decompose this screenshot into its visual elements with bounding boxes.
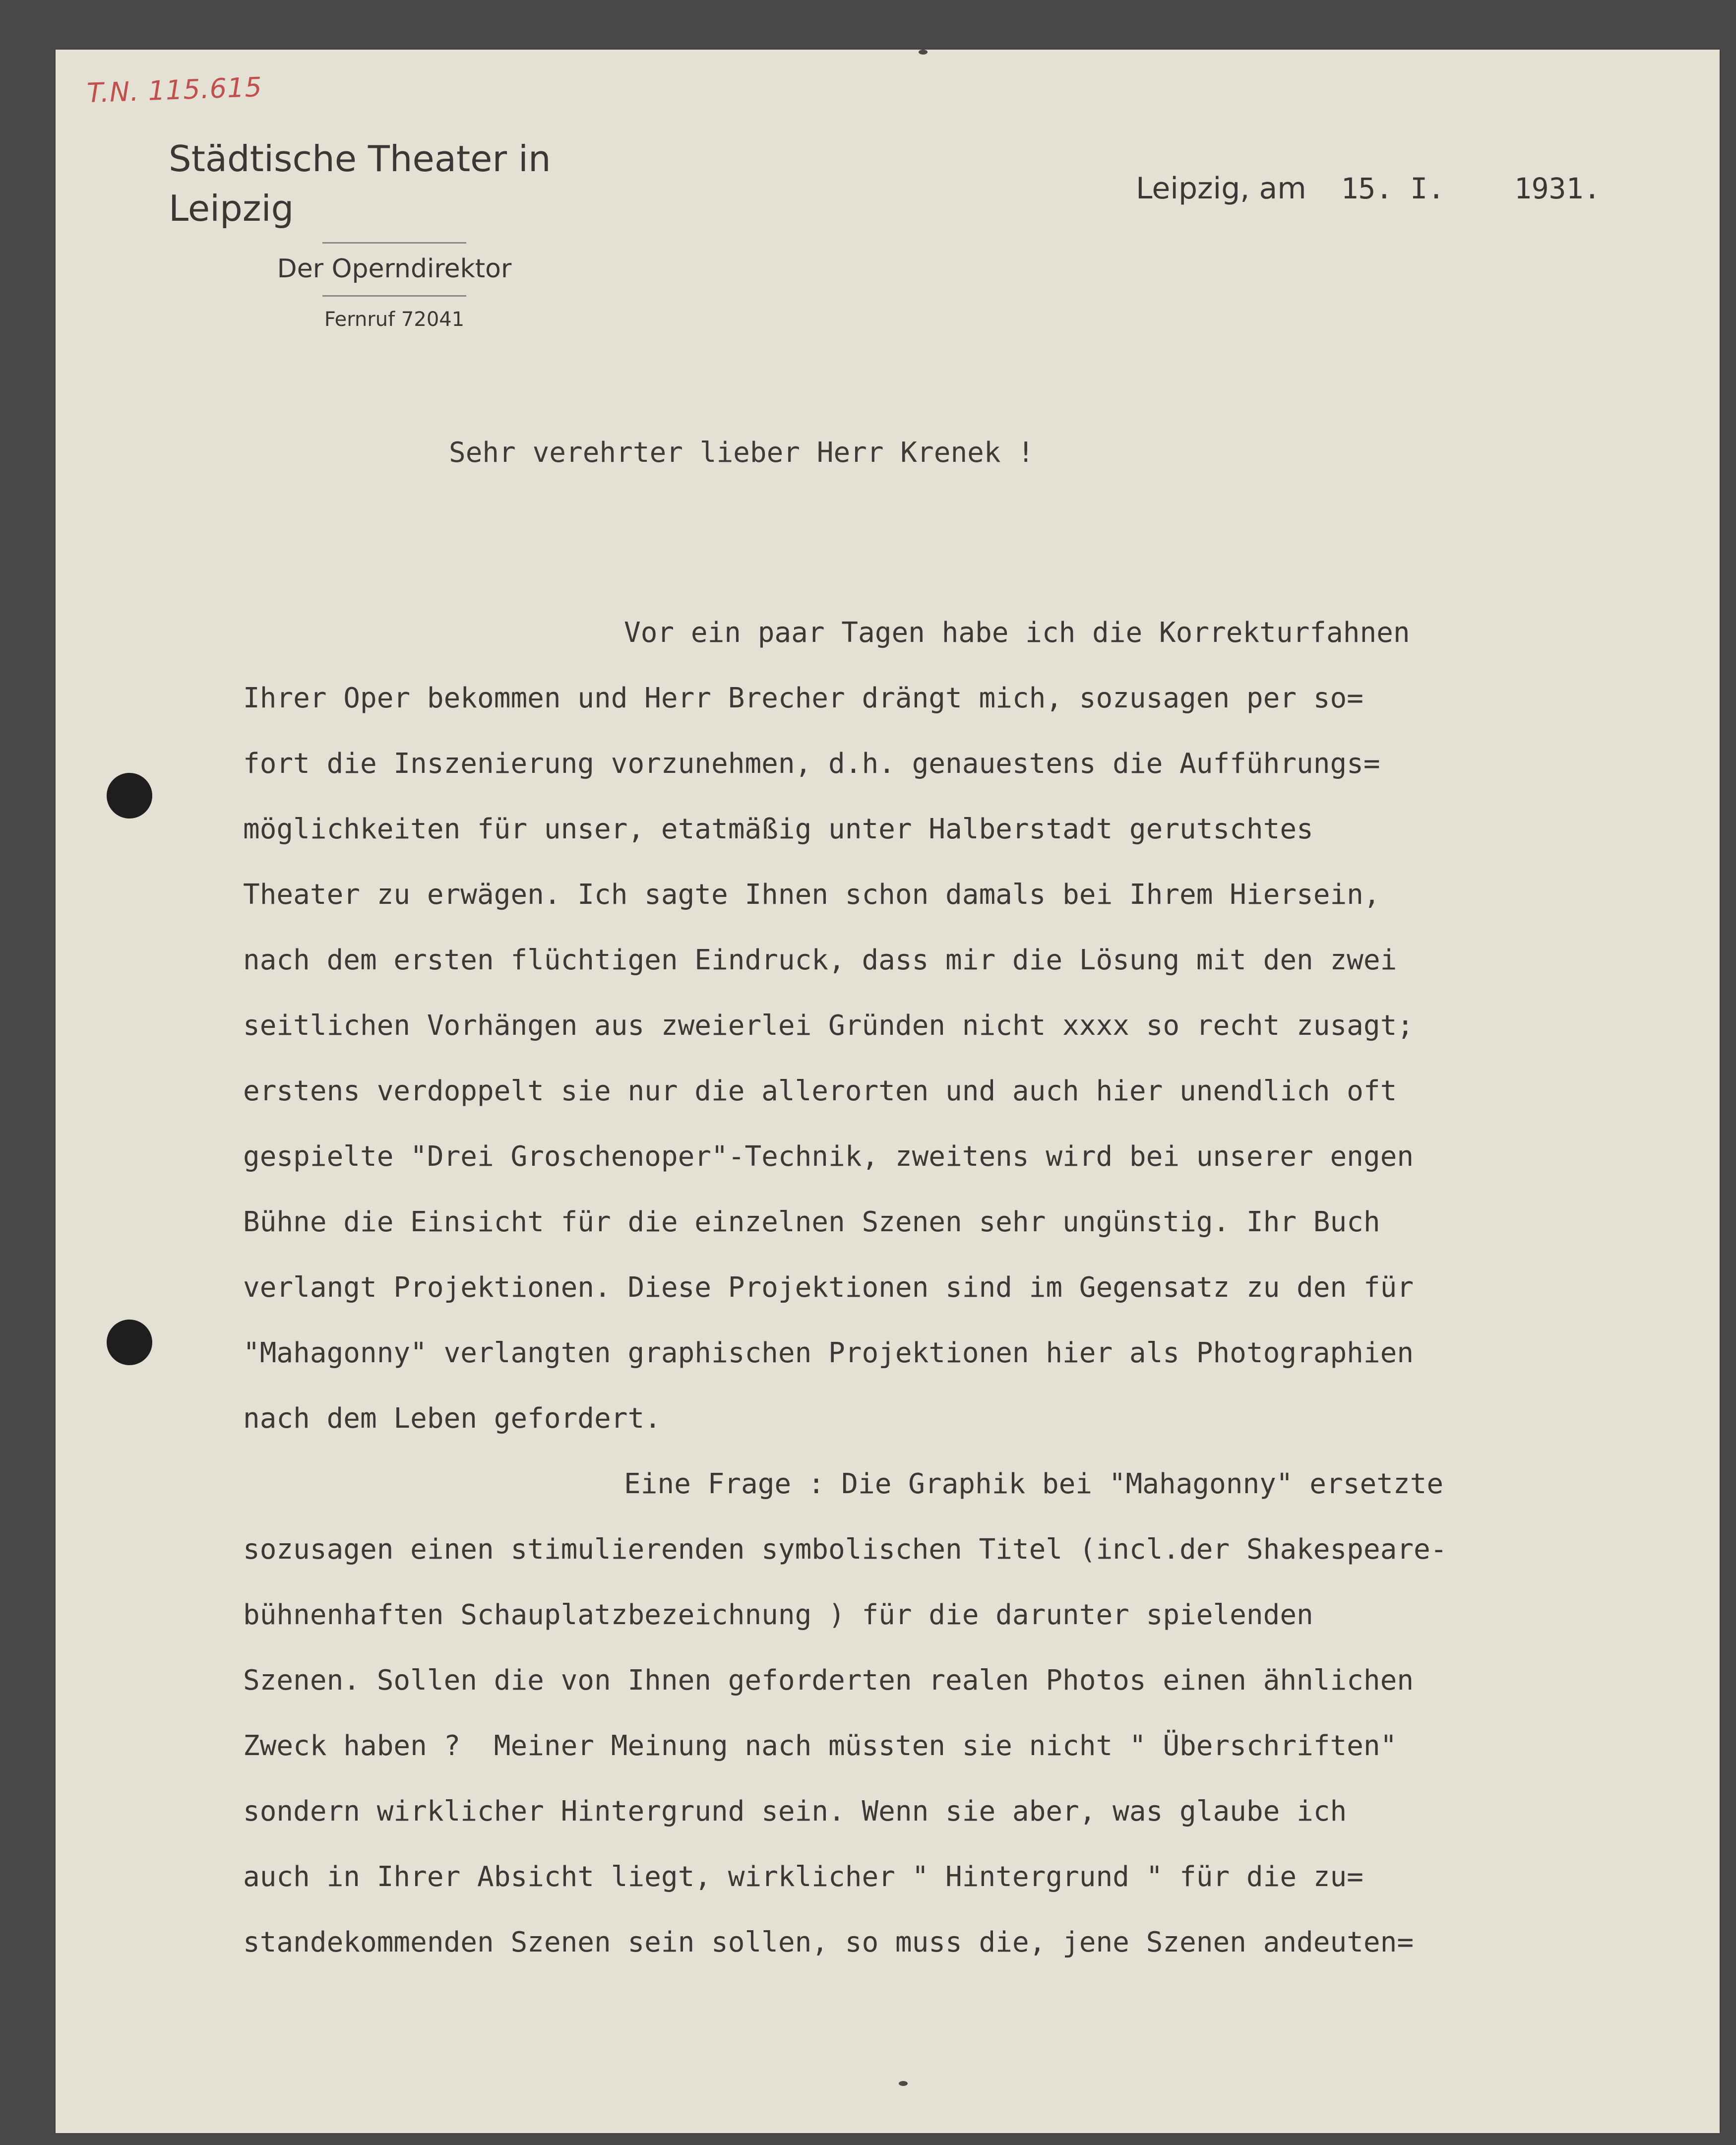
salutation: Sehr verehrter lieber Herr Krenek ! [449,437,1035,469]
body-line: nach dem Leben gefordert. [243,1402,661,1435]
body-line: nach dem ersten flüchtigen Eindruck, dass mir die Lösung mit den zwei [243,944,1397,976]
body-line: Bühne die Einsicht für die einzelnen Szenen sehr ungünstig. Ihr Buch [243,1206,1380,1238]
archive-reference-mark: T.N. 115.615 [86,71,263,109]
body-line: seitlichen Vorhängen aus zweierlei Gründen nicht xxxx so recht zusagt; [243,1009,1414,1042]
phone-number: Fernruf 72041 [324,308,465,331]
dateline-day: 15. [1341,172,1393,205]
letterhead-divider [322,242,466,244]
body-line: "Mahagonny" verlangten graphischen Projektionen hier als Photographien [243,1337,1414,1369]
paper-fleck [899,2081,908,2086]
body-line: Ihrer Oper bekommen und Herr Brecher drängt mich, sozusagen per so= [243,682,1364,714]
dateline-month: I. [1410,172,1445,205]
institution-name: Städtische Theater in Leipzig [169,138,551,229]
body-line: erstens verdoppelt sie nur die allerorten und auch hier unendlich oft [243,1075,1397,1107]
body-line: sozusagen einen stimulierenden symbolischen Titel (incl.der Shakespeare- [243,1533,1447,1566]
body-line: Szenen. Sollen die von Ihnen geforderten realen Photos einen ähnlichen [243,1664,1414,1697]
body-line: sondern wirklicher Hintergrund sein. Wenn sie aber, was glaube ich [243,1795,1347,1828]
dateline-year: 1931. [1514,172,1601,205]
body-line: Vor ein paar Tagen habe ich die Korrekturfahnen [624,617,1410,649]
body-line: Theater zu erwägen. Ich sagte Ihnen schon damals bei Ihrem Hiersein, [243,879,1380,911]
body-line: Eine Frage : Die Graphik bei "Mahagonny" ersetzte [624,1468,1444,1500]
letter-body [243,600,1667,1975]
body-line: standekommenden Szenen sein sollen, so muss die, jene Szenen andeuten= [243,1926,1414,1958]
dateline-place: Leipzig, am [1136,171,1306,206]
body-line: fort die Inszenierung vorzunehmen, d.h. genauestens die Aufführungs= [243,748,1380,780]
department-name: Der Operndirektor [277,254,512,284]
body-line: gespielte "Drei Groschenoper"-Technik, zweitens wird bei unserer engen [243,1140,1414,1173]
letterhead [164,134,684,334]
dateline [1136,171,1601,206]
body-line: möglichkeiten für unser, etatmäßig unter Halberstadt gerutschtes [243,813,1313,845]
punch-hole-bottom [107,1320,152,1365]
punch-hole-top [107,773,152,819]
body-line: bühnenhaften Schauplatzbezeichnung ) für die darunter spielenden [243,1599,1313,1631]
letterhead-divider [322,295,466,297]
body-line: verlangt Projektionen. Diese Projektionen sind im Gegensatz zu den für [243,1271,1414,1304]
body-line: Zweck haben ? Meiner Meinung nach müssten sie nicht " Überschriften" [243,1730,1397,1762]
body-line: auch in Ihrer Absicht liegt, wirklicher " Hintergrund " für die zu= [243,1861,1364,1893]
paper-fleck [919,50,928,55]
